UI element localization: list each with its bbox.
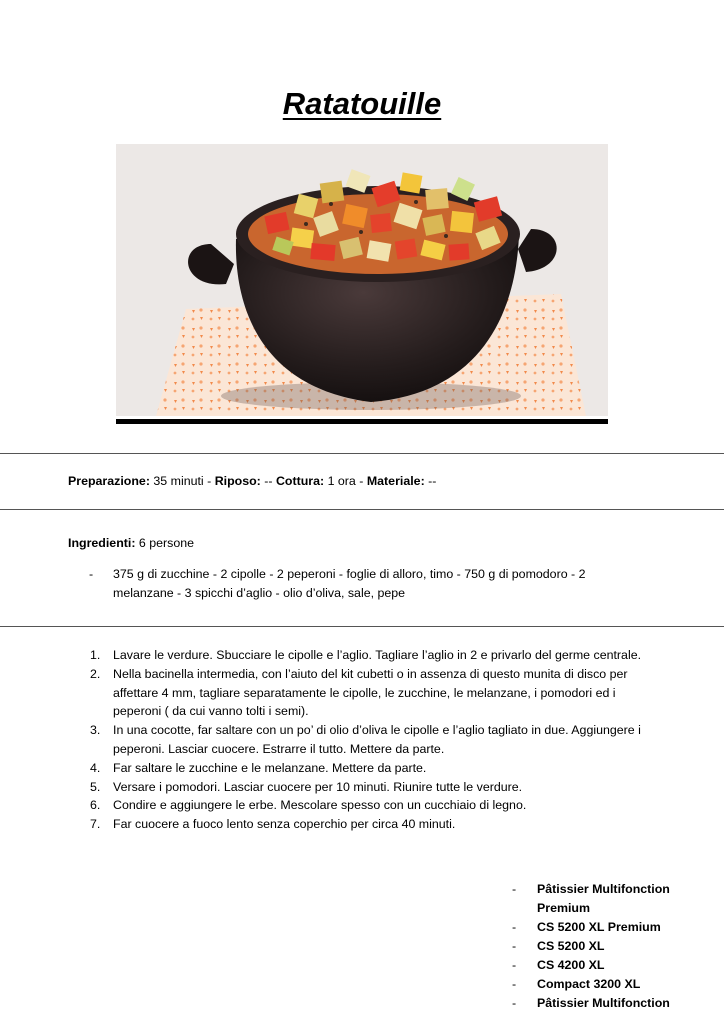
ingredients-label: Ingredienti:	[68, 536, 136, 550]
prep-label: Preparazione:	[68, 474, 150, 488]
list-item	[90, 815, 650, 834]
step-number: 4.	[90, 760, 101, 775]
divider	[0, 453, 724, 454]
step-number: 3.	[90, 723, 101, 738]
steps-list	[90, 646, 650, 834]
models-list	[512, 880, 712, 1013]
material-value: --	[424, 474, 437, 488]
step-number: 6.	[90, 798, 101, 813]
list-item	[90, 759, 650, 778]
list-item	[90, 665, 650, 721]
list-item	[90, 646, 650, 665]
divider	[0, 509, 724, 510]
list-item: - CS 5200 XL	[512, 937, 712, 956]
cook-value: 1 ora -	[324, 474, 367, 488]
ingredients-list	[89, 565, 629, 603]
step-number: 1.	[90, 648, 101, 662]
step-text: Condire e aggiungere le erbe. Mescolare spesso con un cucchiaio di legno.	[113, 798, 527, 813]
list-item: - Pâtissier Multifonction	[512, 994, 712, 1013]
list-item	[90, 796, 650, 815]
ratatouille-illustration	[116, 144, 608, 416]
list-item: - CS 5200 XL Premium	[512, 918, 712, 937]
step-number: 5.	[90, 779, 101, 794]
prep-value: 35 minuti -	[149, 474, 215, 488]
step-text: Nella bacinella intermedia, con l’aiuto del kit cubetti o in assenza di questo munita di disco per affettare 4 mm, tagliare separatamente le cipolle, le zucchine, le melanzane, i pomodori ed i peperoni ( da cui vanno tolti i semi).	[113, 666, 628, 719]
ratatouille-photo	[116, 144, 608, 416]
rest-label: Riposo:	[214, 474, 261, 488]
step-text: Far cuocere a fuoco lento senza coperchio per circa 40 minuti.	[113, 817, 456, 832]
list-item: - Pâtissier Multifonction Premium	[512, 880, 712, 918]
ingredients-servings: 6 persone	[135, 536, 195, 550]
list-item: - CS 4200 XL	[512, 956, 712, 975]
step-text: In una cocotte, far saltare con un po’ di olio d’oliva le cipolle e l’aglio tagliato in due. Aggiungere i peperoni. Lasciar cuocere. Estrarre il tutto. Mettere da parte.	[113, 723, 641, 756]
list-item	[90, 721, 650, 759]
list-item	[90, 778, 650, 797]
material-label: Materiale:	[366, 474, 425, 488]
rest-value: --	[260, 474, 276, 488]
cook-label: Cottura:	[275, 474, 325, 488]
recipe-info	[68, 472, 436, 491]
step-text: Far saltare le zucchine e le melanzane. Mettere da parte.	[113, 760, 427, 775]
photo-divider	[116, 419, 608, 424]
list-item: - Compact 3200 XL	[512, 975, 712, 994]
divider	[0, 626, 724, 627]
step-number: 2.	[90, 666, 101, 681]
list-item: - 375 g di zucchine - 2 cipolle - 2 peperoni - foglie di alloro, timo - 750 g di pomodoro - 2 melanzane - 3 spicchi d’aglio - olio d’oliva, sale, pepe	[89, 565, 629, 603]
step-number: 7.	[90, 817, 101, 832]
step-text: Versare i pomodori. Lasciar cuocere per 10 minuti. Riunire tutte le verdure.	[113, 779, 523, 794]
recipe-title: Ratatouille	[282, 86, 442, 121]
step-text: Lavare le verdure. Sbucciare le cipolle e l’aglio. Tagliare l’aglio in 2 e privarlo del germe centrale.	[113, 648, 642, 662]
ingredients-heading	[68, 534, 194, 553]
